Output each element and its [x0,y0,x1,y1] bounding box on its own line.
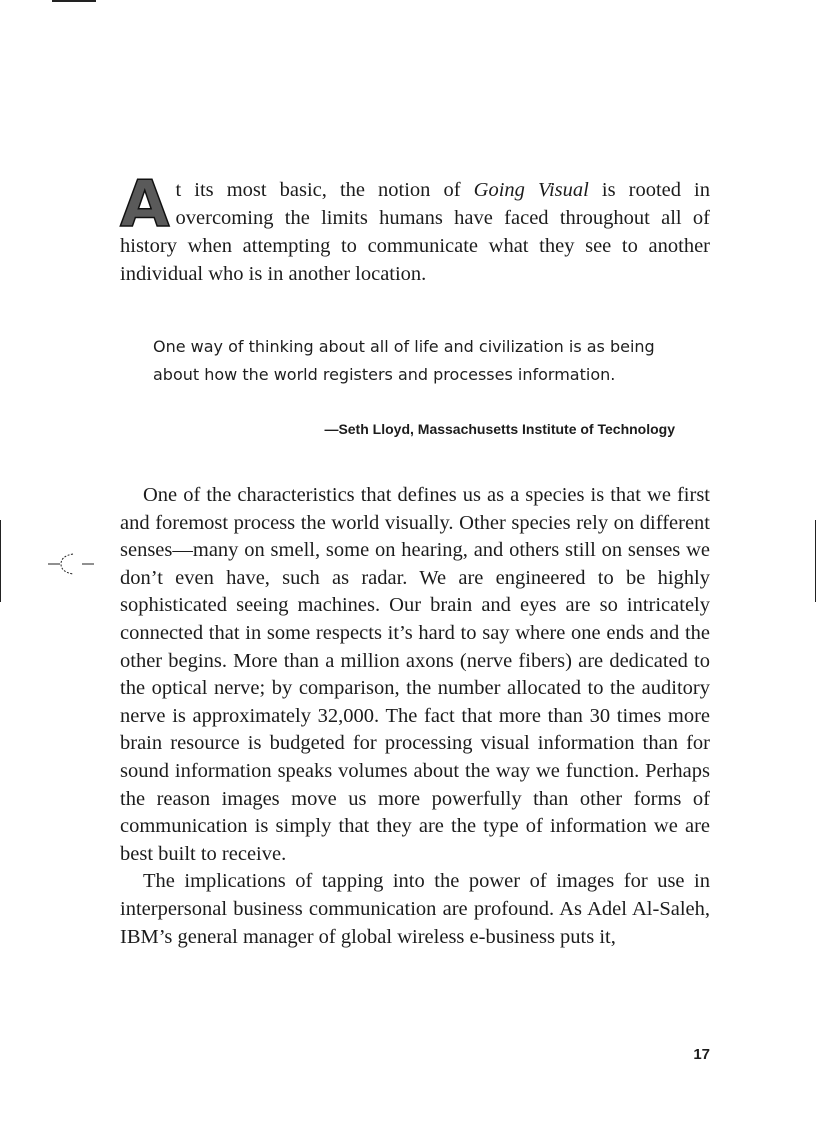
registration-mark-icon [46,548,96,578]
body-text [120,482,710,951]
intro-text-start: t its most basic, the notion of [175,179,474,201]
intro-text-end: is rooted in overcoming the limits humans have faced throughout all of history when attempting to communicate what they see to another individual who is in another location. [120,179,710,285]
crop-mark-top [52,0,96,2]
book-title: Going Visual [473,179,589,201]
intro-paragraph [120,168,710,288]
body-paragraph-2: The implications of tapping into the power of images for use in interpersonal business communication are profound. As Adel Al-Saleh, IBM’s general manager of global wireless e-business puts it, [120,870,710,948]
body-paragraph-1: One of the characteristics that defines us as a species is that we first and foremost process the world visually. Other species rely on different senses—many on smell, some on hearing, and others still on senses we don’t even have, such as radar. We are engineered to be highly sophisticated seeing machines. Our brain and eyes are so intricately connected that in some respects it’s hard to say where one ends and the other begins. More than a million axons (nerve fibers) are dedicated to the optical nerve; by comparison, the number allocated to the auditory nerve is approximately 32,000. The fact that more than 30 times more brain resource is budgeted for processing visual information than for sound information speaks volumes about the way we function. Perhaps the reason images move us more powerfully than other forms of communication is simply that they are the type of information we are best built to receive. [120,484,710,865]
epigraph-quote: One way of thinking about all of life and civilization is as being about how the world registers and processes information. [153,337,655,384]
crop-mark-left [0,520,1,602]
page-number: 17 [693,1046,710,1063]
drop-cap: A [120,168,170,242]
epigraph-attribution: —Seth Lloyd, Massachusetts Institute of Technology [324,421,675,437]
